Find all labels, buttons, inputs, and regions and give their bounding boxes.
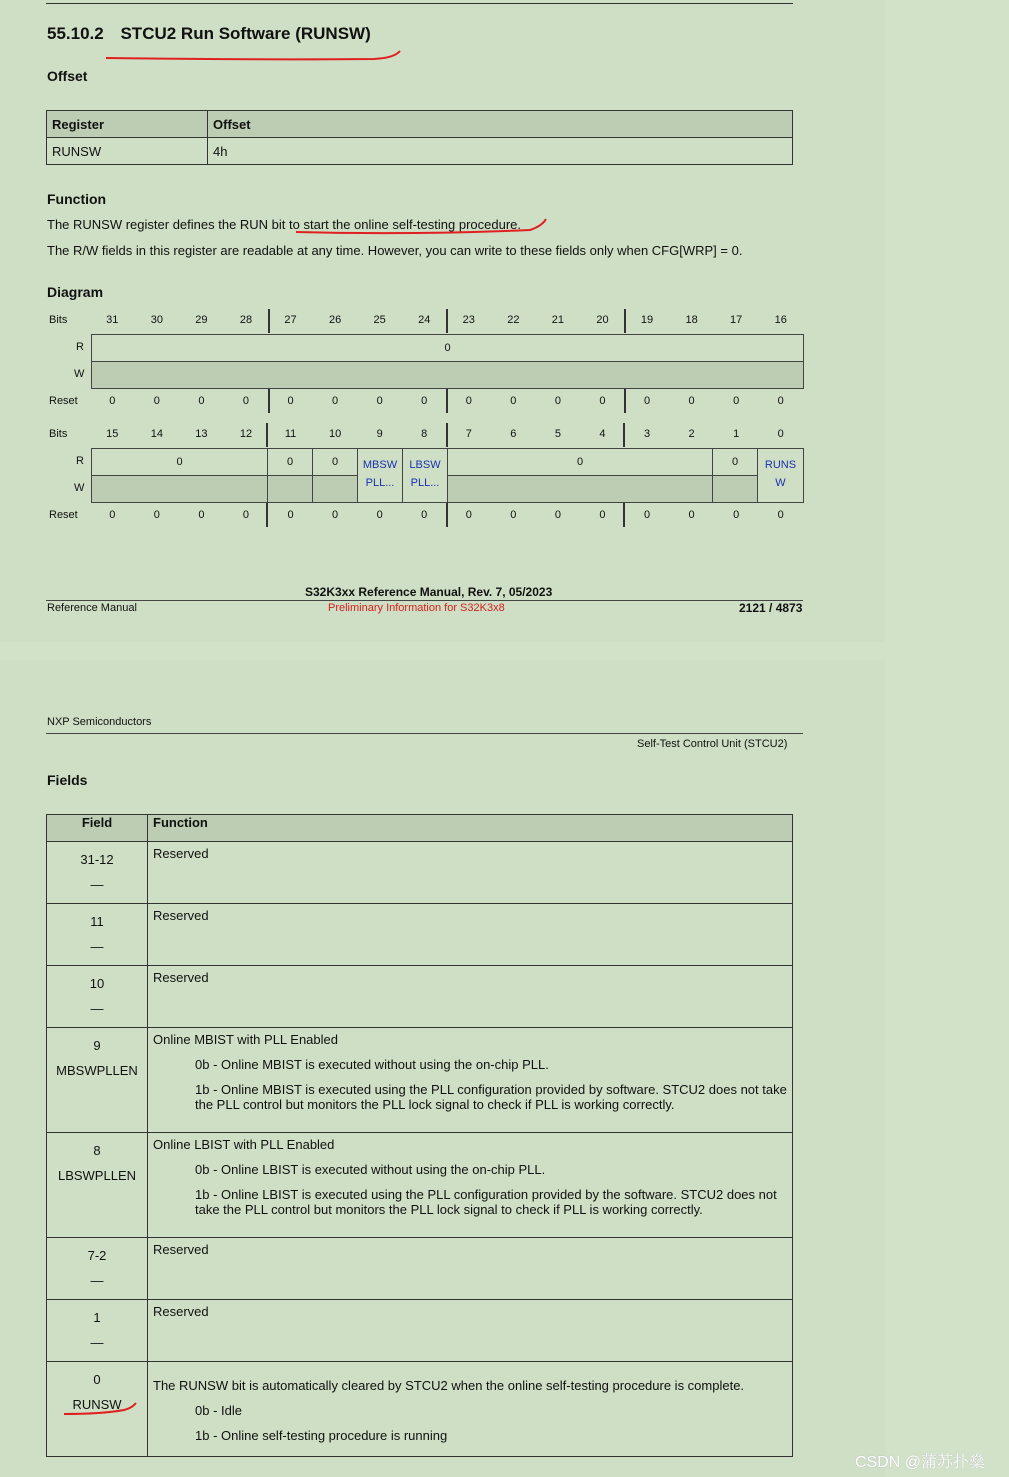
nibble-divider: [266, 503, 268, 527]
nibble-divider: [624, 309, 626, 333]
diagram-heading: Diagram: [47, 284, 104, 300]
reset-value: 0: [242, 395, 250, 407]
bit-number: 3: [643, 428, 651, 440]
document-page-1: [0, 0, 885, 642]
reset-value: 0: [153, 395, 160, 407]
header-field: Field: [47, 815, 148, 842]
read-field-7-2: 0: [447, 448, 713, 476]
mbswpllen-label-line1: MBSW: [362, 459, 398, 471]
section-title-text: STCU2 Run Software (RUNSW): [120, 24, 371, 43]
function-paragraph-2: The R/W fields in this register are readable at any time. However, you can write to these fields only when CFG[WRP] = 0.: [47, 243, 743, 258]
bit-number: 9: [376, 428, 383, 440]
bit-number: 5: [554, 428, 561, 440]
nibble-divider: [446, 503, 448, 527]
write-field-1: [712, 475, 758, 503]
reset-value: 0: [643, 395, 651, 407]
lbswpllen-label-line2: PLL...: [410, 477, 440, 489]
function-description: Reserved: [153, 1304, 209, 1319]
section-number: 55.10.2: [47, 24, 104, 43]
runsw-label-line1: RUNS: [764, 459, 797, 471]
function-description: The RUNSW bit is automatically cleared by STCU2 when the online self-testing procedure is complete.: [153, 1378, 745, 1393]
write-field-7-2: [447, 475, 713, 503]
nibble-divider: [623, 503, 625, 527]
reset-value: 0: [510, 509, 517, 521]
bit-number: 29: [195, 314, 208, 326]
runsw-label-line2: W: [775, 477, 786, 489]
footer-page-number: 2121 / 4873: [739, 601, 803, 615]
field-bits: 31-12: [80, 852, 114, 867]
field-name: —: [90, 1273, 104, 1288]
bit-number: 17: [730, 314, 743, 326]
bit-number: 31: [106, 314, 119, 326]
function-option: 0b - Online LBIST is executed without using the on-chip PLL.: [195, 1162, 546, 1177]
header-company: NXP Semiconductors: [47, 716, 152, 728]
table-row: [47, 1300, 793, 1362]
field-bits: 8: [93, 1143, 101, 1158]
field-bits: 11: [90, 914, 104, 929]
reset-value: 0: [465, 395, 472, 407]
table-row: [47, 1028, 793, 1133]
reset-value: 0: [599, 509, 606, 521]
footer-divider: [46, 600, 803, 601]
upper-write-field: [91, 361, 804, 389]
nibble-divider: [268, 389, 270, 413]
function-description: Reserved: [153, 908, 209, 923]
function-cell: [148, 1133, 793, 1238]
bit-number: 20: [596, 314, 609, 326]
bit-number: 13: [195, 428, 208, 440]
function-description: Reserved: [153, 1242, 209, 1257]
field-bits: 10: [89, 976, 105, 991]
table-header-row: [47, 111, 793, 138]
function-option: 0b - Online MBIST is executed without using the on-chip PLL.: [195, 1057, 549, 1072]
bit-number: 25: [373, 314, 386, 326]
table-row: [47, 1133, 793, 1238]
reset-value: 0: [242, 509, 250, 521]
reset-value: 0: [688, 509, 695, 521]
function-description: Reserved: [153, 846, 209, 861]
reset-value: 0: [688, 395, 695, 407]
reset-value: 0: [554, 509, 561, 521]
function-cell: [148, 1362, 793, 1457]
nibble-divider: [266, 423, 268, 447]
field-bits: 9: [93, 1038, 101, 1053]
table-row: [47, 138, 793, 165]
write-field-10: [312, 475, 358, 503]
field-cell: [47, 842, 148, 904]
function-description: Reserved: [153, 970, 209, 985]
table-row: [47, 904, 793, 966]
function-option: 1b - Online self-testing procedure is running: [195, 1428, 448, 1443]
reset-value: 0: [332, 395, 339, 407]
reset-value: 0: [554, 395, 561, 407]
nibble-divider: [268, 309, 270, 333]
bit-number: 27: [284, 314, 297, 326]
read-field-1: 0: [712, 448, 758, 476]
nibble-divider: [446, 423, 448, 447]
red-underline-annotation-2: [294, 216, 550, 240]
function-cell: [148, 842, 793, 904]
footer-left-text: Reference Manual: [47, 602, 137, 614]
write-field-11: [267, 475, 313, 503]
header-register: Register: [47, 111, 208, 138]
reset-value: 0: [465, 509, 472, 521]
field-name: MBSWPLLEN: [56, 1063, 138, 1078]
reset-value: 0: [198, 395, 205, 407]
bit-number: 7: [465, 428, 472, 440]
field-bits: 1: [93, 1310, 101, 1325]
header-divider: [46, 733, 803, 734]
field-name: LBSWPLLEN: [57, 1168, 137, 1183]
reset-value: 0: [643, 509, 651, 521]
r-label: R: [76, 455, 84, 467]
bit-number: 28: [239, 314, 253, 326]
field-name: —: [90, 1335, 104, 1350]
reset-value: 0: [777, 395, 784, 407]
header-offset: Offset: [208, 111, 793, 138]
fields-heading: Fields: [47, 772, 88, 788]
red-underline-annotation-3: [62, 1398, 142, 1418]
function-option: 1b - Online MBIST is executed using the PLL configuration provided by software. STCU2 does not take the PLL control but monitors the PLL lock signal to check if PLL is working correctly.: [195, 1082, 787, 1112]
reset-value: 0: [332, 509, 339, 521]
read-field-10: 0: [312, 448, 358, 476]
function-heading: Function: [47, 191, 107, 207]
bit-number: 11: [284, 428, 297, 440]
header-function: Function: [148, 815, 793, 842]
red-underline-annotation: [104, 48, 404, 64]
reset-value: 0: [376, 509, 383, 521]
footer-center-text: Preliminary Information for S32K3x8: [328, 602, 505, 614]
w-label: W: [74, 482, 85, 494]
nibble-divider: [446, 389, 448, 413]
bit-number: 4: [599, 428, 606, 440]
field-name: —: [90, 939, 104, 954]
bit-number: 22: [507, 314, 520, 326]
field-name: —: [90, 877, 104, 892]
function-cell: [148, 1300, 793, 1362]
field-cell: [47, 904, 148, 966]
bit-number: 0: [777, 428, 784, 440]
function-cell: [148, 966, 793, 1028]
reset-value: 0: [421, 509, 428, 521]
fields-table: [46, 814, 793, 1457]
bit-number: 26: [328, 314, 342, 326]
bits-label: Bits: [49, 428, 68, 440]
bits-label: Bits: [49, 314, 68, 326]
bit-number: 21: [551, 314, 565, 326]
table-header-row: [47, 815, 793, 842]
register-name-cell: RUNSW: [47, 138, 208, 165]
nibble-divider: [623, 423, 625, 447]
bit-number: 30: [150, 314, 163, 326]
reset-value: 0: [733, 395, 740, 407]
reset-value: 0: [733, 509, 740, 521]
reset-value: 0: [109, 395, 116, 407]
bit-number: 8: [421, 428, 428, 440]
upper-read-field: 0: [91, 334, 804, 362]
section-title: [47, 24, 371, 44]
table-row: [47, 966, 793, 1028]
bit-number: 10: [328, 428, 342, 440]
reset-value: 0: [287, 509, 294, 521]
reset-value: 0: [198, 509, 205, 521]
r-label: R: [76, 341, 84, 353]
field-cell: [47, 1028, 148, 1133]
reset-label: Reset: [49, 509, 78, 521]
reset-label: Reset: [49, 395, 78, 407]
write-field-15-12: [91, 475, 268, 503]
reset-value: 0: [287, 395, 294, 407]
read-field-11: 0: [267, 448, 313, 476]
field-bits: 0: [93, 1372, 101, 1387]
bit-number: 15: [106, 428, 119, 440]
reset-value: 0: [109, 509, 116, 521]
reset-value: 0: [777, 509, 784, 521]
register-offset-cell: 4h: [208, 138, 793, 165]
function-description: Online LBIST with PLL Enabled: [153, 1137, 335, 1152]
function-description: Online MBIST with PLL Enabled: [153, 1032, 338, 1047]
field-cell: [47, 966, 148, 1028]
bit-number: 6: [510, 428, 517, 440]
field-name: RUNSW: [72, 1397, 122, 1412]
function-cell: [148, 1238, 793, 1300]
mbswpllen-label-line2: PLL...: [365, 477, 395, 489]
bit-number: 16: [774, 314, 787, 326]
function-cell: [148, 1028, 793, 1133]
field-name: —: [90, 1001, 104, 1016]
function-paragraph-1: The RUNSW register defines the RUN bit to start the online self-testing procedure.: [47, 217, 521, 232]
function-cell: [148, 904, 793, 966]
table-row: [47, 842, 793, 904]
field-runsw: [757, 448, 804, 503]
reset-value: 0: [376, 395, 383, 407]
bit-number: 23: [462, 314, 475, 326]
field-lbswpllen: [402, 448, 448, 503]
bit-number: 2: [688, 428, 695, 440]
lbswpllen-label-line1: LBSW: [409, 459, 441, 471]
reset-value: 0: [599, 395, 606, 407]
reset-value: 0: [153, 509, 160, 521]
read-field-15-12: 0: [91, 448, 268, 476]
function-option: 1b - Online LBIST is executed using the PLL configuration provided by the software. STCU2 does not take the PLL control but monitors the PLL lock signal to check if PLL is working correctly.: [195, 1187, 777, 1217]
document-page-2: [0, 660, 885, 1477]
bit-number: 24: [418, 314, 431, 326]
bit-number: 1: [733, 428, 740, 440]
field-cell: [47, 1238, 148, 1300]
watermark-text: CSDN @蒲苏扑燊: [855, 1454, 986, 1471]
bit-number: 18: [685, 314, 698, 326]
register-offset-table: [46, 110, 793, 165]
nibble-divider: [446, 309, 448, 333]
nibble-divider: [624, 389, 626, 413]
reset-value: 0: [510, 395, 517, 407]
header-section: Self-Test Control Unit (STCU2): [637, 738, 788, 750]
table-row: [47, 1238, 793, 1300]
bit-number: 19: [640, 314, 654, 326]
footer-manual-title: S32K3xx Reference Manual, Rev. 7, 05/2023: [305, 585, 553, 599]
previous-table-bottom-edge: [46, 0, 793, 4]
bit-number: 14: [150, 428, 163, 440]
function-option: 0b - Idle: [195, 1403, 242, 1418]
field-cell: [47, 1133, 148, 1238]
reset-value: 0: [421, 395, 428, 407]
table-row: [47, 1362, 793, 1457]
field-bits: 7-2: [87, 1248, 107, 1263]
w-label: W: [74, 368, 85, 380]
field-cell: [47, 1300, 148, 1362]
field-mbswpllen: [357, 448, 403, 503]
offset-heading: Offset: [47, 68, 88, 84]
bit-number: 12: [239, 428, 253, 440]
